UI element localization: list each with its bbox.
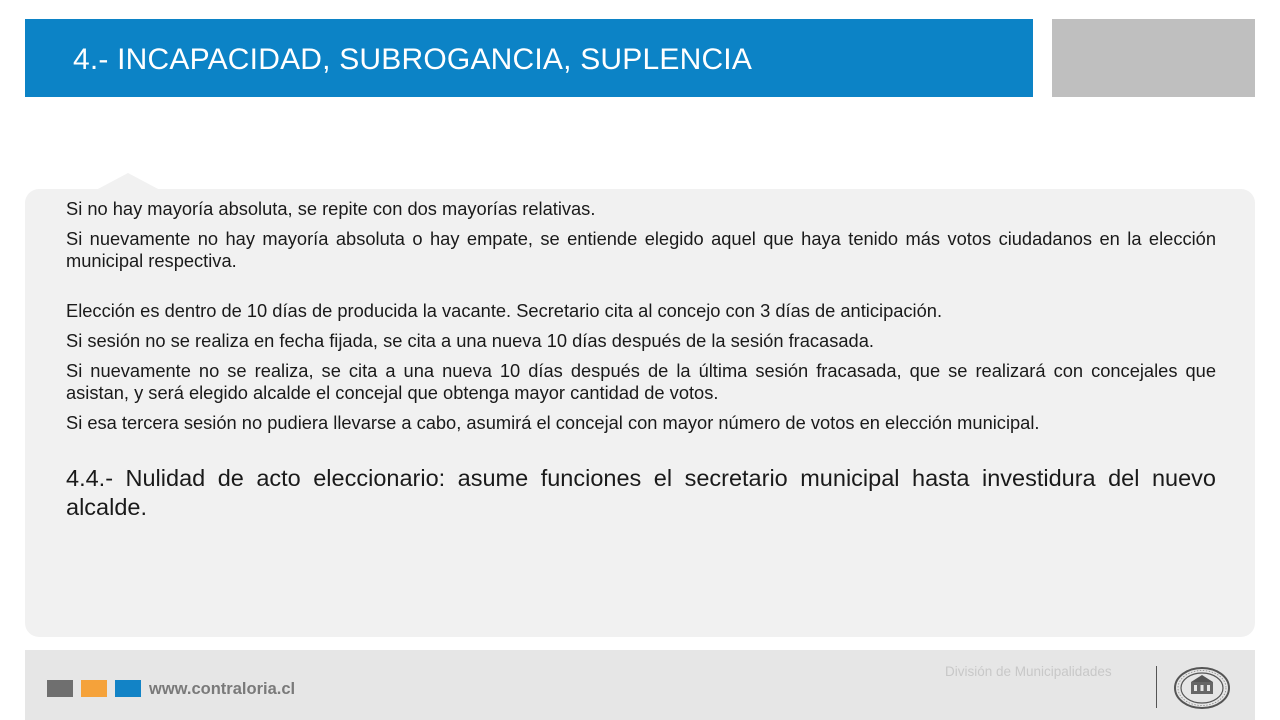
paragraph-3: Elección es dentro de 10 días de producida la vacante. Secretario cita al concejo con 3 días de anticipación. bbox=[66, 300, 943, 321]
paragraph-5: Si nuevamente no se realiza, se cita a una nueva 10 días después de la última sesión fracasada, que se realizará con concejales que asistan, y será elegido alcalde el concejal que obtenga mayor cantidad de votos. bbox=[66, 360, 1216, 403]
footer-square-orange bbox=[81, 680, 107, 697]
header-grey-block bbox=[1052, 19, 1255, 97]
division-label: División de Municipalidades bbox=[945, 664, 1112, 679]
paragraph-nulidad: 4.4.- Nulidad de acto eleccionario: asume funciones el secretario municipal hasta investidura del nuevo alcalde. bbox=[66, 465, 1216, 520]
footer-square-grey bbox=[47, 680, 73, 697]
paragraph-4: Si sesión no se realiza en fecha fijada, se cita a una nueva 10 días después de la sesión fracasada. bbox=[66, 330, 874, 351]
footer-url-link[interactable]: www.contraloria.cl bbox=[149, 680, 296, 698]
footer-divider bbox=[1156, 666, 1157, 708]
paragraph-2: Si nuevamente no hay mayoría absoluta o hay empate, se entiende elegido aquel que haya tenido más votos ciudadanos en la elección municipal respectiva. bbox=[66, 228, 1216, 271]
paragraph-6: Si esa tercera sesión no pudiera llevarse a cabo, asumirá el concejal con mayor número de votos en elección municipal. bbox=[66, 412, 1040, 433]
footer-square-blue bbox=[115, 680, 141, 697]
content-box-notch bbox=[96, 173, 160, 190]
contraloria-seal-icon bbox=[1173, 666, 1231, 710]
slide-content bbox=[66, 198, 1216, 522]
paragraph-1: Si no hay mayoría absoluta, se repite con dos mayorías relativas. bbox=[66, 198, 596, 219]
footer bbox=[25, 650, 1255, 720]
slide-title: 4.- INCAPACIDAD, SUBROGANCIA, SUPLENCIA bbox=[73, 43, 753, 76]
title-bar bbox=[25, 19, 1033, 97]
